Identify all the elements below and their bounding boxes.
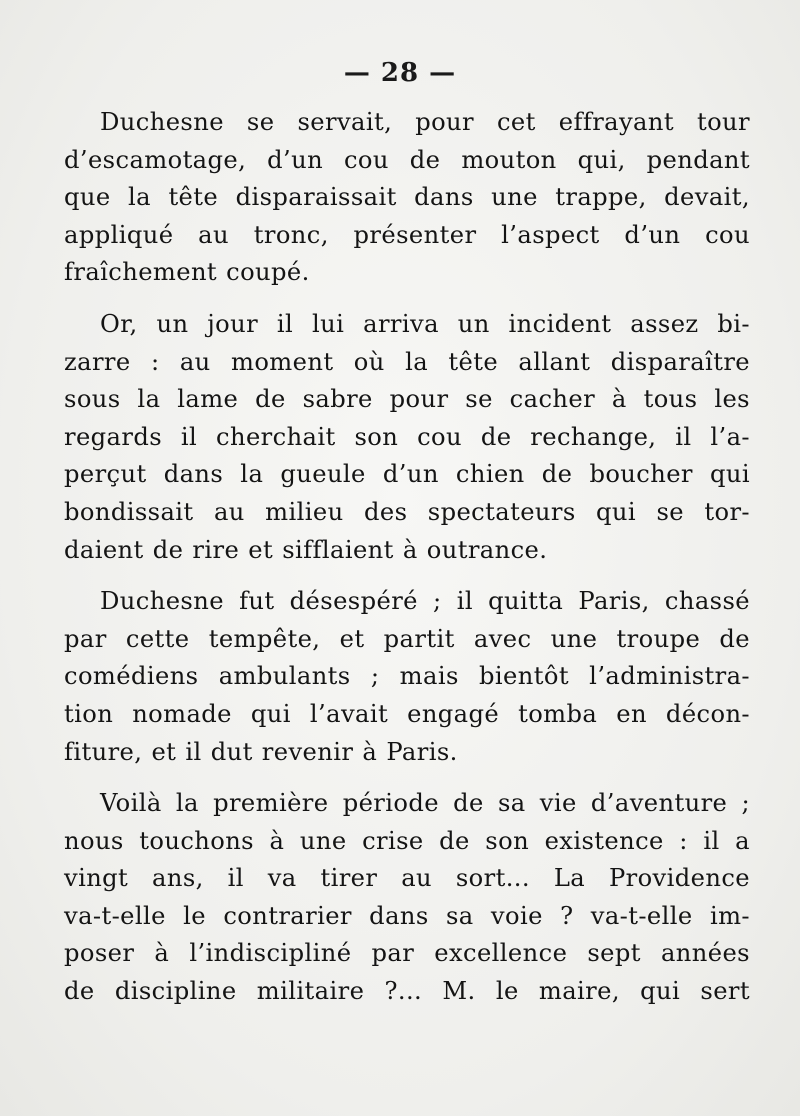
text-line: Duchesne se servait, pour cet effrayant tour <box>100 108 750 136</box>
text-line: regards il cherchait son cou de rechange, il l’a- <box>64 422 750 451</box>
paragraph-3 <box>64 583 750 771</box>
text-line: Voilà la première période de sa vie d’aventure ; <box>100 789 750 818</box>
text-line: poser à l’indiscipliné par excellence sept années <box>64 939 750 968</box>
text-line: Or, un jour il lui arriva un incident assez bi- <box>100 309 750 338</box>
text-line: de discipline militaire ?... M. le maire, qui sert <box>64 977 750 1006</box>
text-line: bondissait au milieu des spectateurs qui se tor- <box>64 497 750 526</box>
text-line: vingt ans, il va tirer au sort... La Providence <box>64 864 750 893</box>
paragraph-4 <box>64 785 750 1011</box>
paragraph-1 <box>64 104 750 292</box>
text-line: comédiens ambulants ; mais bientôt l’administra- <box>64 662 750 691</box>
paragraph-2 <box>64 306 750 569</box>
text-line: d’escamotage, d’un cou de mouton qui, pendant <box>64 145 750 174</box>
text-line: nous touchons à une crise de son existence : il a <box>64 826 750 855</box>
text-line: que la tête disparaissait dans une trappe, devait, <box>64 183 750 212</box>
text-line: perçut dans la gueule d’un chien de boucher qui <box>64 460 750 489</box>
text-line: appliqué au tronc, présenter l’aspect d’un cou <box>64 220 750 249</box>
text-line: va-t-elle le contrarier dans sa voie ? va-t-elle im- <box>64 901 750 930</box>
text-line: daient de rire et sifflaient à outrance. <box>64 535 548 564</box>
body-text <box>64 104 750 1025</box>
text-line: fiture, et il dut revenir à Paris. <box>64 737 458 766</box>
text-line: fraîchement coupé. <box>64 258 310 287</box>
text-line: sous la lame de sabre pour se cacher à tous les <box>64 385 750 414</box>
text-line: par cette tempête, et partit avec une troupe de <box>64 624 750 653</box>
page-number: — 28 — <box>343 58 457 88</box>
text-line: Duchesne fut désespéré ; il quitta Paris, chassé <box>100 587 750 616</box>
text-line: tion nomade qui l’avait engagé tomba en décon- <box>64 699 750 728</box>
text-line: zarre : au moment où la tête allant disparaître <box>64 347 750 376</box>
